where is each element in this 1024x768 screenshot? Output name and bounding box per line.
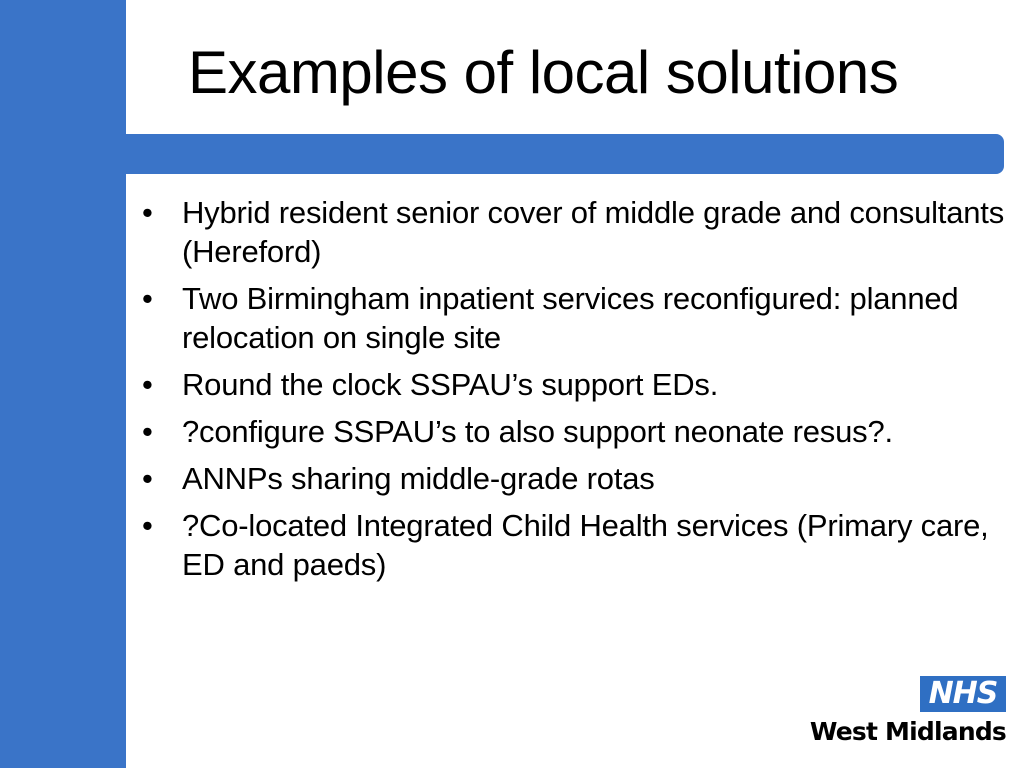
bullet-text: ?Co-located Integrated Child Health services (Primary care, ED and paeds) bbox=[182, 508, 989, 582]
slide-title: Examples of local solutions bbox=[188, 39, 899, 106]
bullet-text: Hybrid resident senior cover of middle grade and consultants (Hereford) bbox=[182, 195, 1005, 269]
left-accent-bar bbox=[0, 0, 126, 768]
bullet-dot-icon: • bbox=[142, 367, 153, 402]
bullet-item bbox=[142, 459, 1012, 498]
bullet-dot-icon: • bbox=[142, 195, 153, 230]
bullet-text: ?configure SSPAU’s to also support neonate resus?. bbox=[182, 414, 893, 449]
bullet-item bbox=[142, 193, 1012, 271]
bullet-item bbox=[142, 279, 1012, 357]
bullet-text: Two Birmingham inpatient services reconfigured: planned relocation on single site bbox=[182, 281, 959, 355]
bullet-dot-icon: • bbox=[142, 414, 153, 449]
bullet-list bbox=[142, 193, 1012, 592]
bullet-item bbox=[142, 412, 1012, 451]
nhs-logo-icon: NHS bbox=[920, 676, 1006, 712]
bullet-item bbox=[142, 365, 1012, 404]
bullet-text: ANNPs sharing middle-grade rotas bbox=[182, 461, 655, 496]
bullet-dot-icon: • bbox=[142, 508, 153, 543]
title-underline-band bbox=[126, 134, 1004, 174]
bullet-dot-icon: • bbox=[142, 281, 153, 316]
bullet-item bbox=[142, 506, 1012, 584]
logo-region-text: West Midlands bbox=[809, 717, 1006, 746]
bullet-dot-icon: • bbox=[142, 461, 153, 496]
bullet-text: Round the clock SSPAU’s support EDs. bbox=[182, 367, 719, 402]
nhs-west-midlands-logo bbox=[806, 676, 1006, 756]
